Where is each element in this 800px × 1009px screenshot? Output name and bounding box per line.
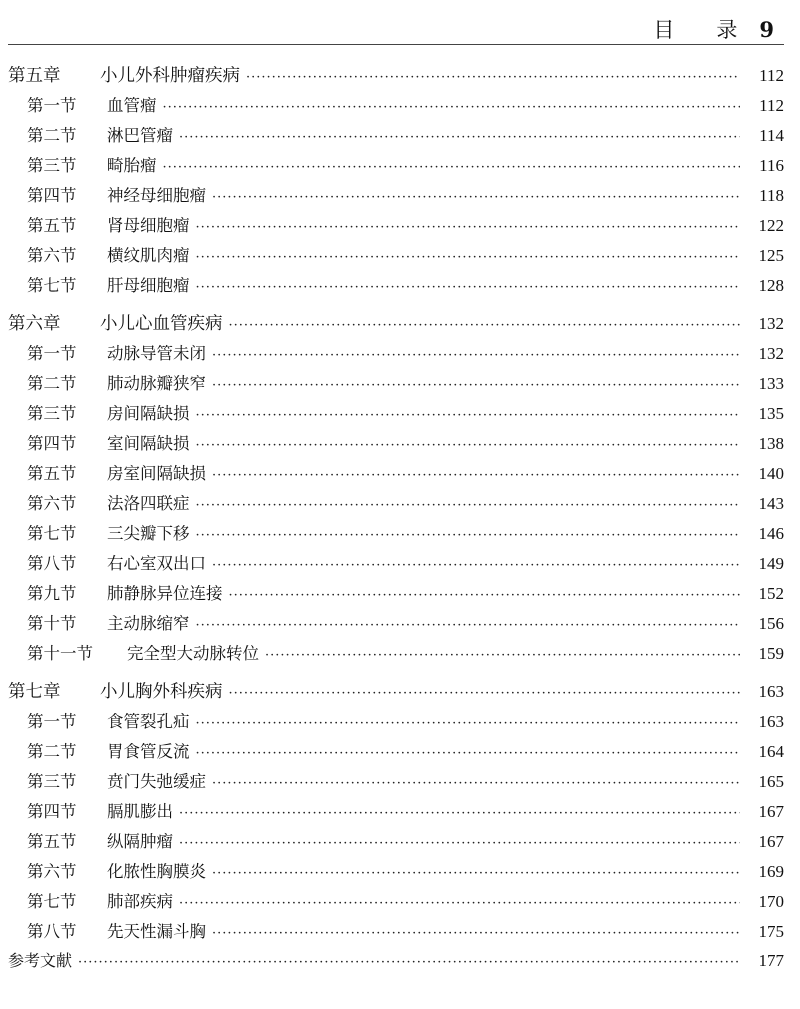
toc-page-number: 128 <box>758 276 784 295</box>
header-rule <box>8 44 784 45</box>
section-title: 肺部疾病 <box>107 892 173 911</box>
toc-section-row[interactable] <box>0 708 800 738</box>
dot-leader <box>212 926 740 941</box>
section-number: 第一节 <box>27 712 77 731</box>
section-title: 淋巴管瘤 <box>107 126 173 145</box>
section-number: 第五节 <box>27 216 77 235</box>
chapter-number: 第五章 <box>8 66 61 86</box>
section-number: 第一节 <box>27 96 77 115</box>
section-number: 第十一节 <box>27 644 93 663</box>
toc-section-row[interactable] <box>0 768 800 798</box>
toc-page-number: 159 <box>758 644 784 663</box>
section-number: 第二节 <box>27 742 77 761</box>
section-title: 横纹肌肉瘤 <box>107 246 190 265</box>
toc-page-number: 170 <box>758 892 784 911</box>
section-title: 纵隔肿瘤 <box>107 832 173 851</box>
chapter-number: 第七章 <box>8 682 61 702</box>
toc-section-row[interactable] <box>0 400 800 430</box>
section-number: 第三节 <box>27 156 77 175</box>
references-title: 参考文献 <box>8 951 73 970</box>
dot-leader <box>212 866 740 881</box>
page-number: 9 <box>759 17 776 42</box>
toc-page-number: 175 <box>758 922 784 941</box>
section-number: 第六节 <box>27 246 77 265</box>
toc-section-row[interactable] <box>0 152 800 182</box>
toc-page-number: 118 <box>759 186 784 205</box>
dot-leader <box>212 190 740 205</box>
section-title: 法洛四联症 <box>107 494 190 513</box>
toc-section-row[interactable] <box>0 798 800 828</box>
toc-page-number: 149 <box>758 554 784 573</box>
section-number: 第十节 <box>27 614 77 633</box>
toc-page-number: 114 <box>759 126 784 145</box>
toc-page-number: 177 <box>758 951 784 970</box>
section-title: 肺动脉瓣狭窄 <box>107 374 206 393</box>
toc-page-number: 167 <box>758 802 784 821</box>
section-title: 完全型大动脉转位 <box>127 644 259 663</box>
section-number: 第八节 <box>27 922 77 941</box>
toc-page-number: 132 <box>758 314 784 333</box>
dot-leader <box>196 280 741 295</box>
toc-page-number: 156 <box>758 614 784 633</box>
toc-section-row[interactable] <box>0 640 800 670</box>
section-title: 先天性漏斗胸 <box>107 922 206 941</box>
section-number: 第四节 <box>27 186 77 205</box>
toc-section-row[interactable] <box>0 272 800 302</box>
dot-leader <box>265 648 740 663</box>
dot-leader <box>196 498 741 513</box>
chapter-title: 小儿心血管疾病 <box>100 314 223 334</box>
section-title: 肝母细胞瘤 <box>107 276 190 295</box>
chapter-number: 第六章 <box>8 314 61 334</box>
section-title: 贲门失弛缓症 <box>107 772 206 791</box>
toc-page-number: 135 <box>758 404 784 423</box>
table-of-contents <box>0 62 800 978</box>
toc-section-row[interactable] <box>0 520 800 550</box>
section-title: 主动脉缩窄 <box>107 614 190 633</box>
toc-section-row[interactable] <box>0 828 800 858</box>
toc-page-number: 122 <box>758 216 784 235</box>
dot-leader <box>246 70 740 85</box>
toc-section-row[interactable] <box>0 550 800 580</box>
section-title: 房室间隔缺损 <box>107 464 206 483</box>
toc-page-number: 132 <box>758 344 784 363</box>
section-number: 第一节 <box>27 344 77 363</box>
section-number: 第三节 <box>27 404 77 423</box>
dot-leader <box>179 130 740 145</box>
dot-leader <box>196 618 741 633</box>
dot-leader <box>196 528 741 543</box>
toc-section-row[interactable] <box>0 122 800 152</box>
toc-page-number: 152 <box>758 584 784 603</box>
section-number: 第四节 <box>27 802 77 821</box>
dot-leader <box>163 160 741 175</box>
dot-leader <box>229 588 741 603</box>
section-title: 胃食管反流 <box>107 742 190 761</box>
section-title: 化脓性胸膜炎 <box>107 862 206 881</box>
dot-leader <box>229 318 741 333</box>
dot-leader <box>196 250 741 265</box>
section-number: 第三节 <box>27 772 77 791</box>
section-title: 肺静脉异位连接 <box>107 584 223 603</box>
toc-page-number: 146 <box>758 524 784 543</box>
toc-section-row[interactable] <box>0 92 800 122</box>
toc-page-number: 163 <box>758 712 784 731</box>
toc-section-row[interactable] <box>0 918 800 948</box>
section-number: 第七节 <box>27 892 77 911</box>
section-number: 第七节 <box>27 524 77 543</box>
toc-reference-row[interactable] <box>0 948 800 978</box>
toc-page-number: 140 <box>758 464 784 483</box>
section-title: 动脉导管未闭 <box>107 344 206 363</box>
toc-page-number: 112 <box>759 96 784 115</box>
toc-section-row[interactable] <box>0 460 800 490</box>
toc-section-row[interactable] <box>0 370 800 400</box>
dot-leader <box>212 378 740 393</box>
section-number: 第四节 <box>27 434 77 453</box>
dot-leader <box>196 746 741 761</box>
toc-chapter-row[interactable] <box>0 62 800 92</box>
section-number: 第六节 <box>27 494 77 513</box>
section-number: 第二节 <box>27 126 77 145</box>
section-title: 肾母细胞瘤 <box>107 216 190 235</box>
toc-section-row[interactable] <box>0 242 800 272</box>
dot-leader <box>179 836 740 851</box>
section-number: 第七节 <box>27 276 77 295</box>
section-number: 第五节 <box>27 464 77 483</box>
dot-leader <box>212 558 740 573</box>
dot-leader <box>212 348 740 363</box>
section-number: 第九节 <box>27 584 77 603</box>
toc-page-number: 112 <box>759 66 784 85</box>
chapter-title: 小儿外科肿瘤疾病 <box>100 66 240 86</box>
section-title: 室间隔缺损 <box>107 434 190 453</box>
section-number: 第五节 <box>27 832 77 851</box>
section-title: 食管裂孔疝 <box>107 712 190 731</box>
toc-chapter-row[interactable] <box>0 678 800 708</box>
toc-section-row[interactable] <box>0 182 800 212</box>
section-title: 房间隔缺损 <box>107 404 190 423</box>
running-head-char-1: 目 <box>653 18 677 42</box>
dot-leader <box>196 220 741 235</box>
dot-leader <box>179 806 740 821</box>
section-number: 第二节 <box>27 374 77 393</box>
dot-leader <box>196 438 741 453</box>
toc-page-number: 138 <box>758 434 784 453</box>
toc-section-row[interactable] <box>0 858 800 888</box>
dot-leader <box>163 100 741 115</box>
toc-section-row[interactable] <box>0 490 800 520</box>
section-title: 畸胎瘤 <box>107 156 157 175</box>
toc-page-number: 169 <box>758 862 784 881</box>
toc-section-row[interactable] <box>0 610 800 640</box>
section-number: 第六节 <box>27 862 77 881</box>
toc-page-number: 116 <box>759 156 784 175</box>
toc-page-number: 133 <box>758 374 784 393</box>
section-title: 血管瘤 <box>107 96 157 115</box>
section-title: 膈肌膨出 <box>107 802 173 821</box>
chapter-title: 小儿胸外科疾病 <box>100 682 223 702</box>
dot-leader <box>179 896 740 911</box>
running-head <box>653 14 776 44</box>
section-number: 第八节 <box>27 554 77 573</box>
dot-leader <box>196 408 741 423</box>
section-title: 右心室双出口 <box>107 554 206 573</box>
toc-page-number: 163 <box>758 682 784 701</box>
toc-page-number: 167 <box>758 832 784 851</box>
toc-page-number: 164 <box>758 742 784 761</box>
dot-leader <box>212 776 740 791</box>
page-header <box>0 0 800 46</box>
toc-page-number: 165 <box>758 772 784 791</box>
toc-section-row[interactable] <box>0 430 800 460</box>
dot-leader <box>229 686 741 701</box>
section-title: 三尖瓣下移 <box>107 524 190 543</box>
toc-chapter-row[interactable] <box>0 310 800 340</box>
toc-section-row[interactable] <box>0 212 800 242</box>
toc-section-row[interactable] <box>0 340 800 370</box>
section-title: 神经母细胞瘤 <box>107 186 206 205</box>
running-head-char-2: 录 <box>716 18 740 42</box>
dot-leader <box>212 468 740 483</box>
toc-section-row[interactable] <box>0 888 800 918</box>
toc-page-number: 143 <box>758 494 784 513</box>
toc-page-number: 125 <box>758 246 784 265</box>
toc-section-row[interactable] <box>0 580 800 610</box>
dot-leader <box>196 716 741 731</box>
dot-leader <box>78 955 740 970</box>
toc-section-row[interactable] <box>0 738 800 768</box>
